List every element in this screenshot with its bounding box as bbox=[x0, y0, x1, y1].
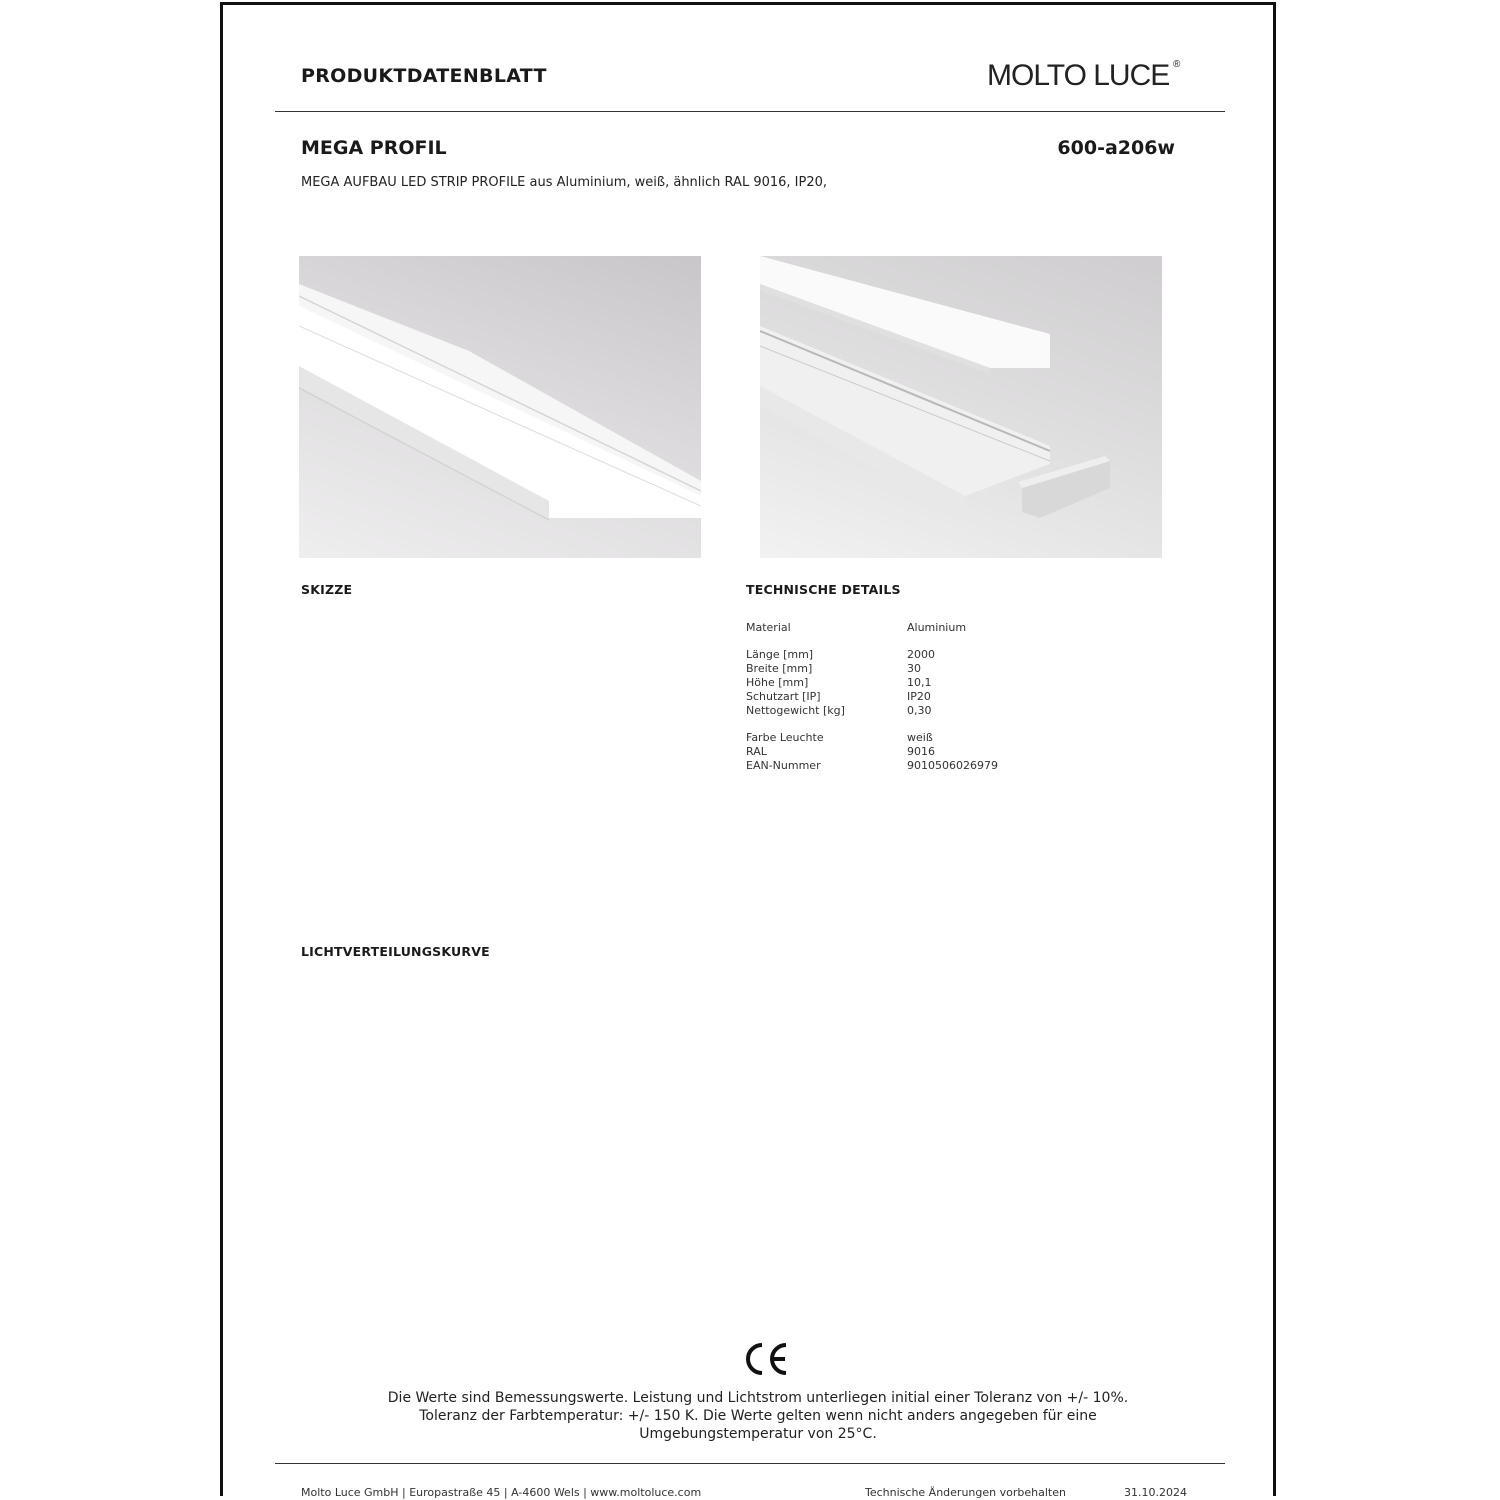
registered-mark: ® bbox=[1173, 59, 1181, 70]
footer-divider bbox=[275, 1463, 1225, 1464]
spec-label: Breite [mm] bbox=[746, 662, 813, 675]
header-divider bbox=[275, 111, 1225, 112]
spec-label: Schutzart [IP] bbox=[746, 690, 821, 703]
spec-value: Aluminium bbox=[907, 621, 967, 634]
spec-value: 10,1 bbox=[907, 676, 932, 689]
spec-row bbox=[746, 676, 998, 690]
spec-row bbox=[746, 648, 998, 662]
spec-row bbox=[746, 704, 998, 718]
spec-value: 2000 bbox=[907, 648, 935, 661]
section-heading-sketch: SKIZZE bbox=[301, 582, 353, 597]
molto-luce-logo-icon bbox=[985, 53, 1185, 93]
product-name: MEGA PROFIL bbox=[301, 137, 447, 159]
document-type-title: PRODUKTDATENBLATT bbox=[301, 65, 547, 87]
product-photo-profile bbox=[299, 256, 701, 558]
footer-company-info: Molto Luce GmbH | Europastraße 45 | A-4600 Wels | www.moltoluce.com bbox=[301, 1486, 702, 1499]
spec-value: 9016 bbox=[907, 745, 935, 758]
spec-label: Farbe Leuchte bbox=[746, 731, 824, 744]
spec-row bbox=[746, 662, 998, 676]
spec-row bbox=[746, 745, 998, 759]
brand-wordmark: MOLTO LUCE bbox=[987, 59, 1170, 92]
spec-row bbox=[746, 759, 998, 773]
disclaimer-line: Umgebungstemperatur von 25°C. bbox=[639, 1426, 877, 1442]
spec-row bbox=[746, 731, 998, 745]
product-description: MEGA AUFBAU LED STRIP PROFILE aus Aluminium, weiß, ähnlich RAL 9016, IP20, bbox=[301, 175, 828, 190]
section-heading-technical-details: TECHNISCHE DETAILS bbox=[746, 582, 901, 597]
spec-label: RAL bbox=[746, 745, 767, 758]
product-code: 600-a206w bbox=[1057, 137, 1175, 159]
product-photo-assembly bbox=[760, 256, 1162, 558]
spec-value: 9010506026979 bbox=[907, 759, 998, 772]
disclaimer-line: Die Werte sind Bemessungswerte. Leistung und Lichtstrom unterliegen initial einer Toleranz von +/- 10%. bbox=[387, 1390, 1129, 1406]
ce-mark-icon bbox=[742, 1341, 790, 1377]
spec-value: 30 bbox=[907, 662, 921, 675]
brand-logo bbox=[985, 53, 1185, 93]
spec-value: weiß bbox=[907, 731, 933, 744]
spec-label: Nettogewicht [kg] bbox=[746, 704, 845, 717]
footer-date: 31.10.2024 bbox=[1124, 1486, 1187, 1499]
spec-label: Länge [mm] bbox=[746, 648, 814, 661]
technical-specs-table bbox=[746, 621, 998, 773]
spec-label: Höhe [mm] bbox=[746, 676, 809, 689]
spec-label: EAN-Nummer bbox=[746, 759, 821, 772]
section-heading-light-distribution: LICHTVERTEILUNGSKURVE bbox=[301, 944, 490, 959]
tolerance-disclaimer bbox=[373, 1389, 1143, 1443]
footer-change-notice: Technische Änderungen vorbehalten bbox=[865, 1486, 1066, 1499]
datasheet-page bbox=[220, 2, 1276, 1499]
disclaimer-line: Toleranz der Farbtemperatur: +/- 150 K. Die Werte gelten wenn nicht anders angegeben für eine bbox=[419, 1408, 1097, 1424]
spec-row bbox=[746, 621, 998, 635]
spec-label: Material bbox=[746, 621, 791, 634]
spec-row bbox=[746, 690, 998, 704]
spec-value: 0,30 bbox=[907, 704, 932, 717]
spec-value: IP20 bbox=[907, 690, 931, 703]
